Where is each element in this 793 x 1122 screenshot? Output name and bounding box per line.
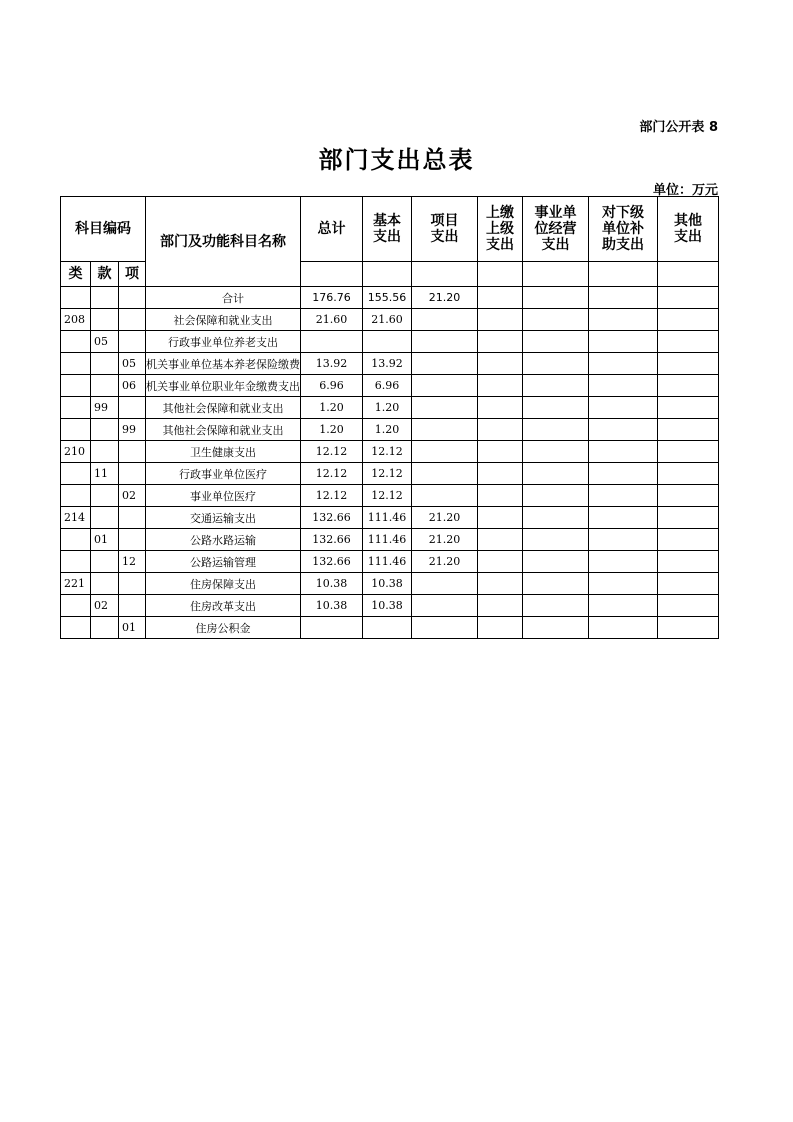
cell-lei: 214 <box>61 507 91 529</box>
table-row <box>61 617 719 639</box>
cell-name: 行政事业单位养老支出 <box>146 331 301 353</box>
cell-other <box>658 551 719 573</box>
cell-total <box>301 617 363 639</box>
cell-other <box>658 595 719 617</box>
col-header-basic: 基本 支出 <box>363 197 412 262</box>
table-row <box>61 529 719 551</box>
cell-upper <box>478 595 523 617</box>
cell-project: 21.20 <box>412 287 478 309</box>
col-header-business: 事业单 位经营 支出 <box>523 197 589 262</box>
table-row <box>61 441 719 463</box>
cell-project <box>412 375 478 397</box>
cell-basic: 13.92 <box>363 353 412 375</box>
cell-basic <box>363 617 412 639</box>
cell-other <box>658 331 719 353</box>
cell-xiang: 01 <box>119 617 146 639</box>
cell-business <box>523 397 589 419</box>
col-header-other: 其他 支出 <box>658 197 719 262</box>
empty-cell <box>523 262 589 287</box>
cell-subsidy <box>589 617 658 639</box>
table-row <box>61 551 719 573</box>
cell-subsidy <box>589 397 658 419</box>
cell-kuan: 05 <box>91 331 119 353</box>
cell-other <box>658 397 719 419</box>
cell-lei <box>61 551 91 573</box>
cell-kuan <box>91 551 119 573</box>
cell-project <box>412 419 478 441</box>
cell-other <box>658 573 719 595</box>
cell-subsidy <box>589 353 658 375</box>
cell-total: 1.20 <box>301 397 363 419</box>
cell-lei <box>61 617 91 639</box>
cell-upper <box>478 397 523 419</box>
cell-name: 行政事业单位医疗 <box>146 463 301 485</box>
cell-project <box>412 463 478 485</box>
cell-basic: 1.20 <box>363 419 412 441</box>
cell-upper <box>478 309 523 331</box>
cell-business <box>523 353 589 375</box>
cell-upper <box>478 529 523 551</box>
cell-name: 公路运输管理 <box>146 551 301 573</box>
cell-subsidy <box>589 375 658 397</box>
cell-xiang <box>119 463 146 485</box>
cell-upper <box>478 507 523 529</box>
cell-project <box>412 573 478 595</box>
cell-other <box>658 287 719 309</box>
cell-name: 公路水路运输 <box>146 529 301 551</box>
cell-xiang <box>119 507 146 529</box>
cell-total: 10.38 <box>301 595 363 617</box>
cell-subsidy <box>589 287 658 309</box>
cell-subsidy <box>589 309 658 331</box>
cell-basic <box>363 331 412 353</box>
cell-basic: 111.46 <box>363 551 412 573</box>
cell-business <box>523 309 589 331</box>
cell-name: 卫生健康支出 <box>146 441 301 463</box>
cell-total: 132.66 <box>301 551 363 573</box>
cell-basic: 12.12 <box>363 463 412 485</box>
table-row <box>61 375 719 397</box>
cell-xiang <box>119 397 146 419</box>
cell-kuan <box>91 485 119 507</box>
cell-total: 6.96 <box>301 375 363 397</box>
empty-cell <box>412 262 478 287</box>
cell-xiang: 06 <box>119 375 146 397</box>
cell-subsidy <box>589 573 658 595</box>
cell-business <box>523 419 589 441</box>
cell-upper <box>478 287 523 309</box>
cell-basic: 111.46 <box>363 507 412 529</box>
cell-business <box>523 595 589 617</box>
cell-total: 10.38 <box>301 573 363 595</box>
empty-cell <box>589 262 658 287</box>
cell-business <box>523 441 589 463</box>
table-row <box>61 309 719 331</box>
page-title: 部门支出总表 <box>318 146 475 174</box>
cell-name: 交通运输支出 <box>146 507 301 529</box>
cell-other <box>658 441 719 463</box>
cell-other <box>658 375 719 397</box>
cell-name: 住房公积金 <box>146 617 301 639</box>
cell-other <box>658 507 719 529</box>
cell-xiang <box>119 573 146 595</box>
cell-basic: 6.96 <box>363 375 412 397</box>
cell-lei <box>61 485 91 507</box>
cell-business <box>523 375 589 397</box>
cell-other <box>658 309 719 331</box>
cell-lei: 208 <box>61 309 91 331</box>
col-header-name: 部门及功能科目名称 <box>146 197 301 287</box>
cell-lei: 221 <box>61 573 91 595</box>
table-row <box>61 507 719 529</box>
cell-project <box>412 441 478 463</box>
cell-project <box>412 397 478 419</box>
cell-xiang: 99 <box>119 419 146 441</box>
table-row <box>61 595 719 617</box>
cell-subsidy <box>589 529 658 551</box>
cell-business <box>523 507 589 529</box>
col-header-project: 项目 支出 <box>412 197 478 262</box>
cell-total <box>301 331 363 353</box>
cell-basic: 155.56 <box>363 287 412 309</box>
col-header-lei: 类 <box>61 262 91 287</box>
cell-lei <box>61 595 91 617</box>
col-header-subject-code: 科目编码 <box>61 197 146 262</box>
cell-basic: 12.12 <box>363 441 412 463</box>
cell-subsidy <box>589 485 658 507</box>
cell-basic: 21.60 <box>363 309 412 331</box>
cell-xiang <box>119 331 146 353</box>
cell-upper <box>478 441 523 463</box>
cell-other <box>658 529 719 551</box>
cell-other <box>658 419 719 441</box>
cell-basic: 12.12 <box>363 485 412 507</box>
cell-total: 12.12 <box>301 441 363 463</box>
cell-total: 12.12 <box>301 463 363 485</box>
cell-basic: 10.38 <box>363 595 412 617</box>
cell-business <box>523 287 589 309</box>
cell-xiang: 12 <box>119 551 146 573</box>
cell-business <box>523 617 589 639</box>
cell-kuan: 02 <box>91 595 119 617</box>
cell-xiang <box>119 287 146 309</box>
empty-cell <box>363 262 412 287</box>
cell-name: 其他社会保障和就业支出 <box>146 419 301 441</box>
cell-lei <box>61 397 91 419</box>
cell-kuan <box>91 507 119 529</box>
cell-upper <box>478 331 523 353</box>
cell-other <box>658 485 719 507</box>
empty-cell <box>301 262 363 287</box>
cell-lei <box>61 331 91 353</box>
cell-business <box>523 529 589 551</box>
cell-total: 176.76 <box>301 287 363 309</box>
cell-subsidy <box>589 463 658 485</box>
table-row <box>61 331 719 353</box>
cell-business <box>523 331 589 353</box>
col-header-xiang: 项 <box>119 262 146 287</box>
cell-subsidy <box>589 441 658 463</box>
cell-upper <box>478 419 523 441</box>
cell-kuan <box>91 287 119 309</box>
cell-basic: 10.38 <box>363 573 412 595</box>
cell-xiang <box>119 441 146 463</box>
cell-basic: 1.20 <box>363 397 412 419</box>
cell-kuan <box>91 441 119 463</box>
cell-name: 社会保障和就业支出 <box>146 309 301 331</box>
cell-total: 1.20 <box>301 419 363 441</box>
cell-project <box>412 309 478 331</box>
cell-xiang <box>119 309 146 331</box>
cell-subsidy <box>589 419 658 441</box>
cell-total: 21.60 <box>301 309 363 331</box>
cell-project <box>412 595 478 617</box>
cell-lei <box>61 419 91 441</box>
cell-other <box>658 617 719 639</box>
cell-business <box>523 485 589 507</box>
cell-total: 13.92 <box>301 353 363 375</box>
cell-subsidy <box>589 551 658 573</box>
cell-project <box>412 353 478 375</box>
cell-business <box>523 573 589 595</box>
cell-kuan <box>91 419 119 441</box>
cell-total: 132.66 <box>301 529 363 551</box>
cell-upper <box>478 353 523 375</box>
cell-name: 住房改革支出 <box>146 595 301 617</box>
cell-project: 21.20 <box>412 551 478 573</box>
unit-label: 单位：万元 <box>652 183 718 198</box>
table-row <box>61 353 719 375</box>
cell-total: 132.66 <box>301 507 363 529</box>
cell-kuan <box>91 309 119 331</box>
cell-kuan: 01 <box>91 529 119 551</box>
table-row <box>61 485 719 507</box>
cell-xiang: 05 <box>119 353 146 375</box>
col-header-upper: 上缴 上级 支出 <box>478 197 523 262</box>
cell-basic: 111.46 <box>363 529 412 551</box>
cell-name: 合计 <box>146 287 301 309</box>
cell-project <box>412 485 478 507</box>
cell-other <box>658 353 719 375</box>
cell-upper <box>478 551 523 573</box>
cell-name: 事业单位医疗 <box>146 485 301 507</box>
cell-kuan <box>91 573 119 595</box>
cell-project <box>412 617 478 639</box>
total-row <box>61 287 719 309</box>
empty-cell <box>478 262 523 287</box>
cell-lei <box>61 353 91 375</box>
table-row <box>61 463 719 485</box>
cell-upper <box>478 375 523 397</box>
cell-business <box>523 463 589 485</box>
col-header-total: 总计 <box>301 197 363 262</box>
cell-project: 21.20 <box>412 529 478 551</box>
cell-lei <box>61 463 91 485</box>
cell-kuan <box>91 617 119 639</box>
col-header-subsidy: 对下级 单位补 助支出 <box>589 197 658 262</box>
cell-name: 其他社会保障和就业支出 <box>146 397 301 419</box>
cell-upper <box>478 617 523 639</box>
table-row <box>61 397 719 419</box>
cell-kuan <box>91 353 119 375</box>
cell-xiang <box>119 595 146 617</box>
cell-kuan: 99 <box>91 397 119 419</box>
cell-name: 住房保障支出 <box>146 573 301 595</box>
cell-name: 机关事业单位职业年金缴费支出 <box>146 375 301 397</box>
cell-xiang: 02 <box>119 485 146 507</box>
cell-lei <box>61 529 91 551</box>
header-row <box>61 197 719 262</box>
col-header-kuan: 款 <box>91 262 119 287</box>
cell-subsidy <box>589 331 658 353</box>
cell-upper <box>478 463 523 485</box>
cell-xiang <box>119 529 146 551</box>
empty-cell <box>658 262 719 287</box>
cell-subsidy <box>589 507 658 529</box>
cell-business <box>523 551 589 573</box>
cell-lei <box>61 287 91 309</box>
cell-lei: 210 <box>61 441 91 463</box>
cell-lei <box>61 375 91 397</box>
table-row <box>61 573 719 595</box>
table-row <box>61 419 719 441</box>
cell-subsidy <box>589 595 658 617</box>
cell-upper <box>478 573 523 595</box>
cell-other <box>658 463 719 485</box>
cell-kuan <box>91 375 119 397</box>
cell-name: 机关事业单位基本养老保险缴费 <box>146 353 301 375</box>
cell-project <box>412 331 478 353</box>
expenditure-table <box>60 196 719 639</box>
table-number: 部门公开表 8 <box>639 120 718 135</box>
cell-project: 21.20 <box>412 507 478 529</box>
cell-total: 12.12 <box>301 485 363 507</box>
cell-kuan: 11 <box>91 463 119 485</box>
cell-upper <box>478 485 523 507</box>
